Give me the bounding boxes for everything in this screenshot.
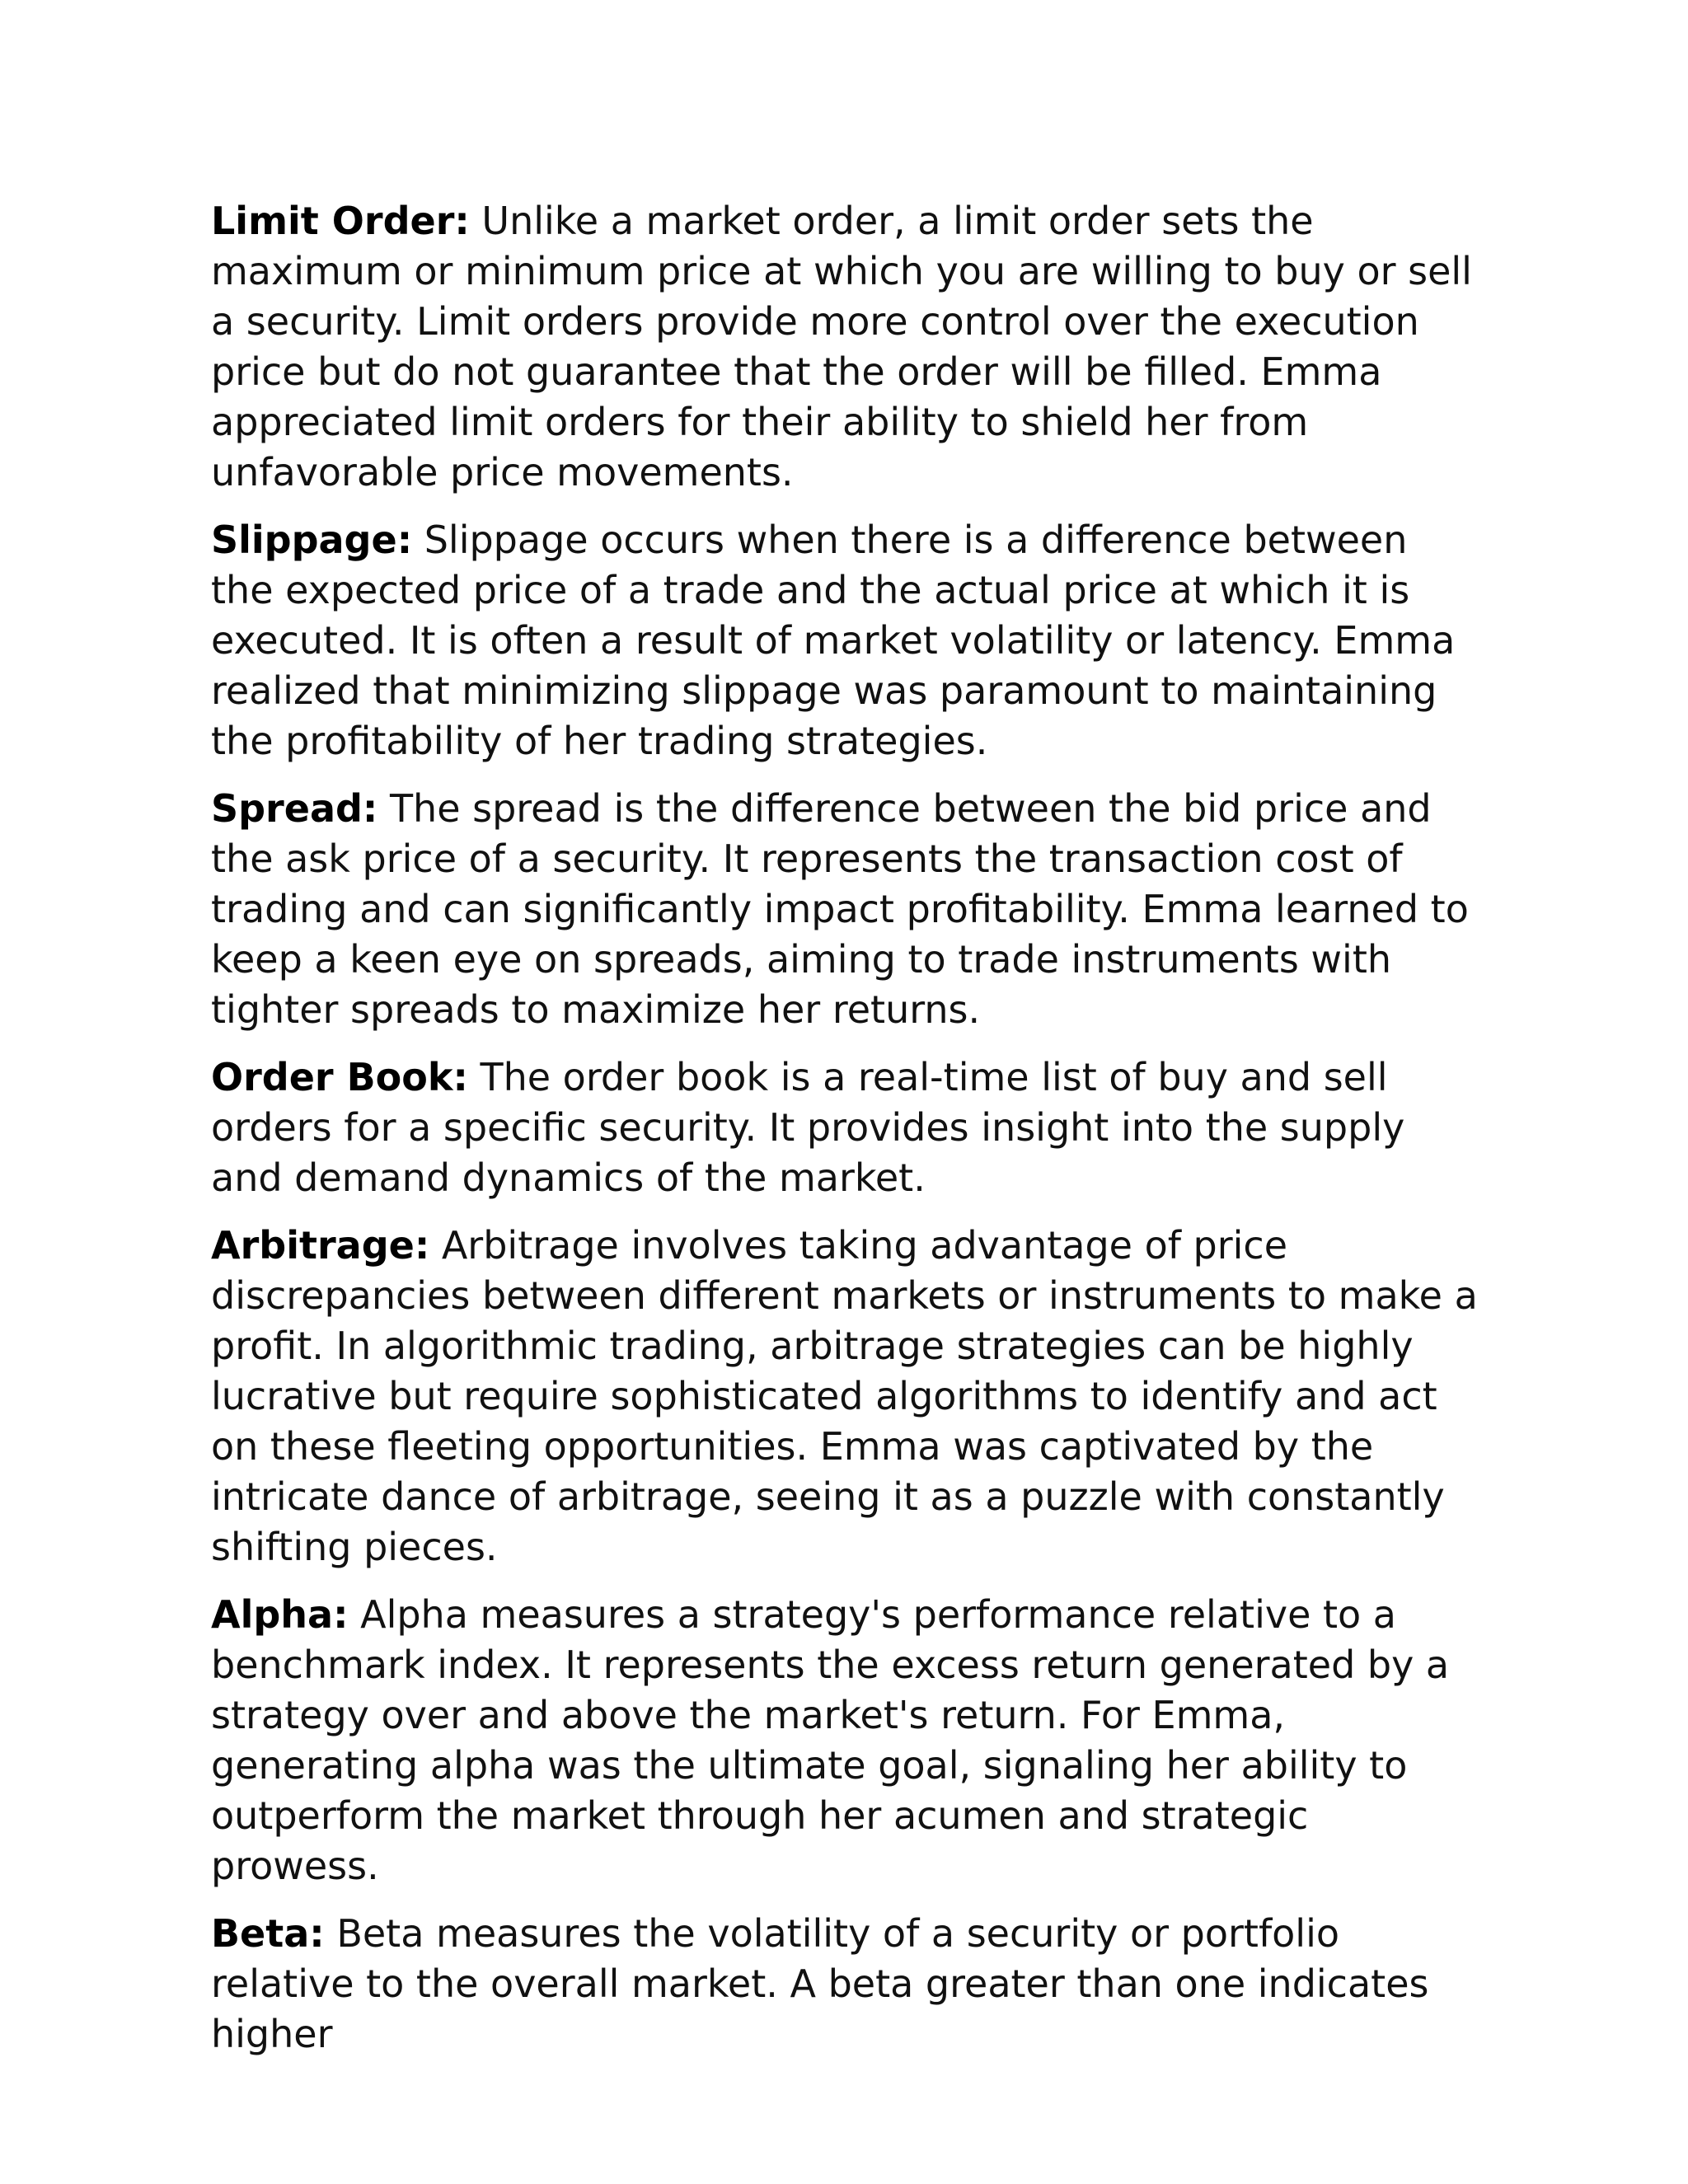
glossary-definition: Unlike a market order, a limit order sets the maximum or minimum price at which you are willing to buy or sell a security. Limit orders provide more control over the execution price but do not guarantee that the order will be filled. Emma appreciated limit orders for their ability to shield her from unfavorable price movements.: [211, 199, 1472, 494]
glossary-entry-limit-order: [211, 196, 1480, 498]
glossary-term: Spread:: [211, 786, 378, 831]
glossary-definition: Arbitrage involves taking advantage of price discrepancies between different markets or instruments to make a profit. In algorithmic trading, arbitrage strategies can be highly lucrative but require sophisticated algorithms to identify and act on these fleeting opportunities. Emma was captivated by the intricate dance of arbitrage, seeing it as a puzzle with constantly shifting pieces.: [211, 1223, 1478, 1569]
glossary-term: Slippage:: [211, 518, 413, 562]
glossary-term: Arbitrage:: [211, 1223, 430, 1268]
glossary-definition: Alpha measures a strategy's performance relative to a benchmark index. It represents the excess return generated by a strategy over and above the market's return. For Emma, generating alpha was the ultimate goal, signaling her ability to outperform the market through her acumen and strategic prowess.: [211, 1592, 1450, 1888]
glossary-definition: The order book is a real-time list of buy and sell orders for a specific security. It provides insight into the supply and demand dynamics of the market.: [211, 1055, 1405, 1200]
glossary-definition: Slippage occurs when there is a difference between the expected price of a trade and the actual price at which it is executed. It is often a result of market volatility or latency. Emma realized that minimizing slippage was paramount to maintaining the profitability of her trading strategies.: [211, 518, 1456, 763]
glossary-term: Limit Order:: [211, 199, 470, 243]
glossary-definition: The spread is the difference between the bid price and the ask price of a security. It represents the transaction cost of trading and can significantly impact profitability. Emma learned to keep a keen eye on spreads, aiming to trade instruments with tighter spreads to maximize her returns.: [211, 786, 1469, 1032]
glossary-entry-alpha: [211, 1590, 1480, 1891]
glossary-term: Alpha:: [211, 1592, 349, 1637]
glossary-entry-order-book: [211, 1052, 1480, 1203]
glossary-body: [211, 196, 1480, 2077]
glossary-entry-beta: [211, 1909, 1480, 2060]
glossary-entry-slippage: [211, 515, 1480, 766]
glossary-term: Beta:: [211, 1911, 325, 1956]
glossary-entry-arbitrage: [211, 1221, 1480, 1572]
glossary-term: Order Book:: [211, 1055, 468, 1099]
glossary-entry-spread: [211, 784, 1480, 1035]
glossary-definition: Beta measures the volatility of a security or portfolio relative to the overall market. A beta greater than one indicates higher: [211, 1911, 1429, 2056]
